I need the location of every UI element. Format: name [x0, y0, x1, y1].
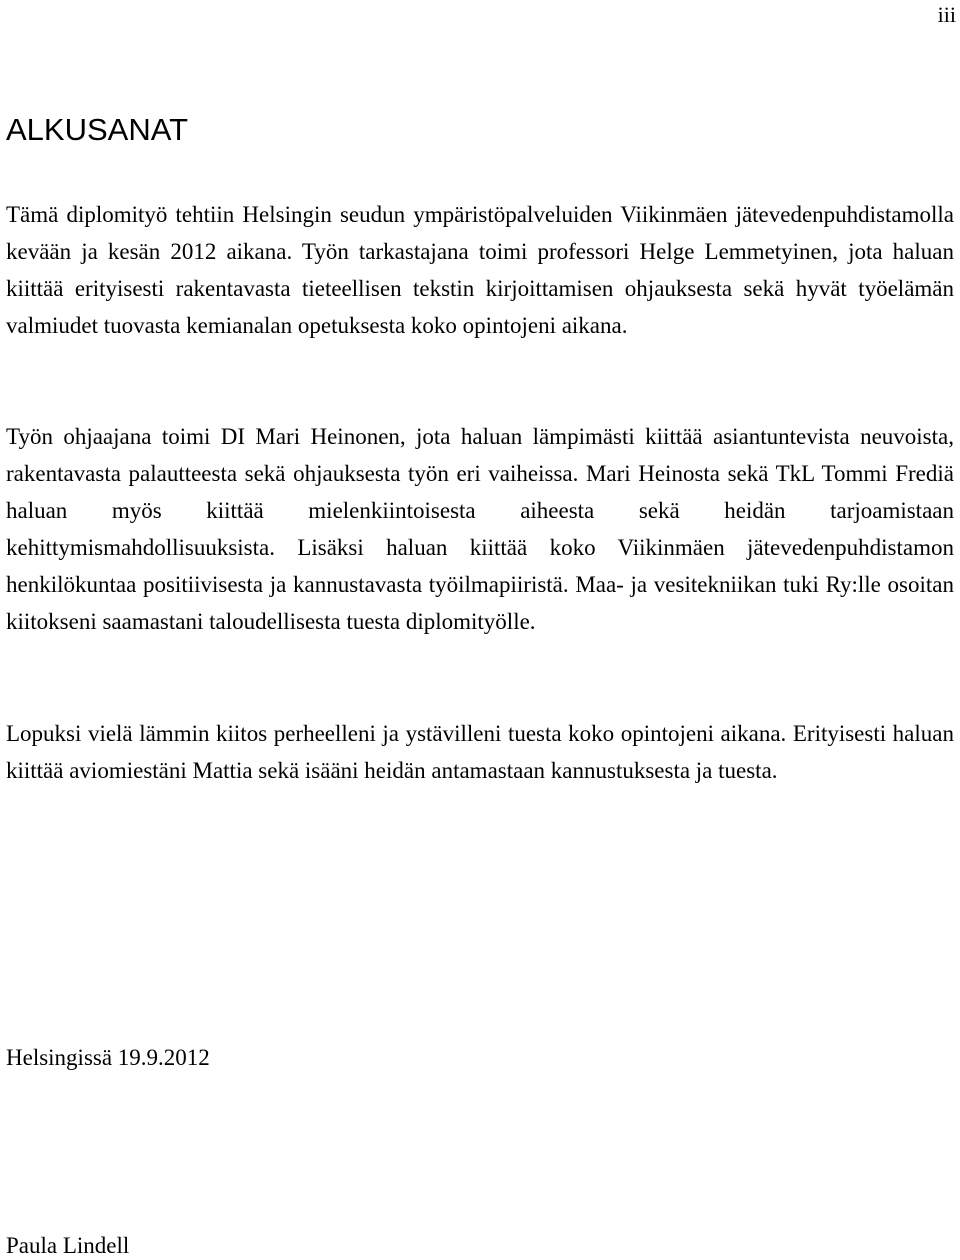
- page-heading: ALKUSANAT: [6, 112, 189, 147]
- page-number: iii: [937, 2, 956, 27]
- paragraph-supervisor-thanks: Työn ohjaajana toimi DI Mari Heinonen, jota haluan lämpimästi kiittää asiantuntevista neuvoista, rakentavasta palautteesta sekä ohjauksesta työn eri vaiheissa. Mari Heinosta sekä TkL Tommi Frediä haluan myös kiittää mielenkiintoisesta aiheesta sekä heidän tarjoamistaan kehittymismahdollisuuksista. Lisäksi haluan kiittää koko Viikinmäen jätevedenpuhdistamon henkilökuntaa positiivisesta ja kannustavasta työilmapiiristä. Maa- ja vesitekniikan tuki Ry:lle osoitan kiitokseni saamastani taloudellisesta tuesta diplomityölle.: [6, 424, 954, 634]
- paragraph-family-thanks: Lopuksi vielä lämmin kiitos perheelleni ja ystävilleni tuesta koko opintojeni aikana. Erityisesti haluan kiittää aviomiestäni Mattia sekä isääni heidän antamastaan kannustuksesta ja tuesta.: [6, 721, 954, 783]
- paragraph-intro: Tämä diplomityö tehtiin Helsingin seudun ympäristöpalveluiden Viikinmäen jätevedenpuhdistamolla kevään ja kesän 2012 aikana. Työn tarkastajana toimi professori Helge Lemmetyinen, jota haluan kiittää erityisesti rakentavasta tieteellisen tekstin kirjoittamisen ohjauksesta sekä hyvät työelämän valmiudet tuovasta kemianalan opetuksesta koko opintojeni aikana.: [6, 202, 954, 338]
- author-signature: Paula Lindell: [6, 1233, 130, 1258]
- place-and-date: Helsingissä 19.9.2012: [6, 1045, 210, 1070]
